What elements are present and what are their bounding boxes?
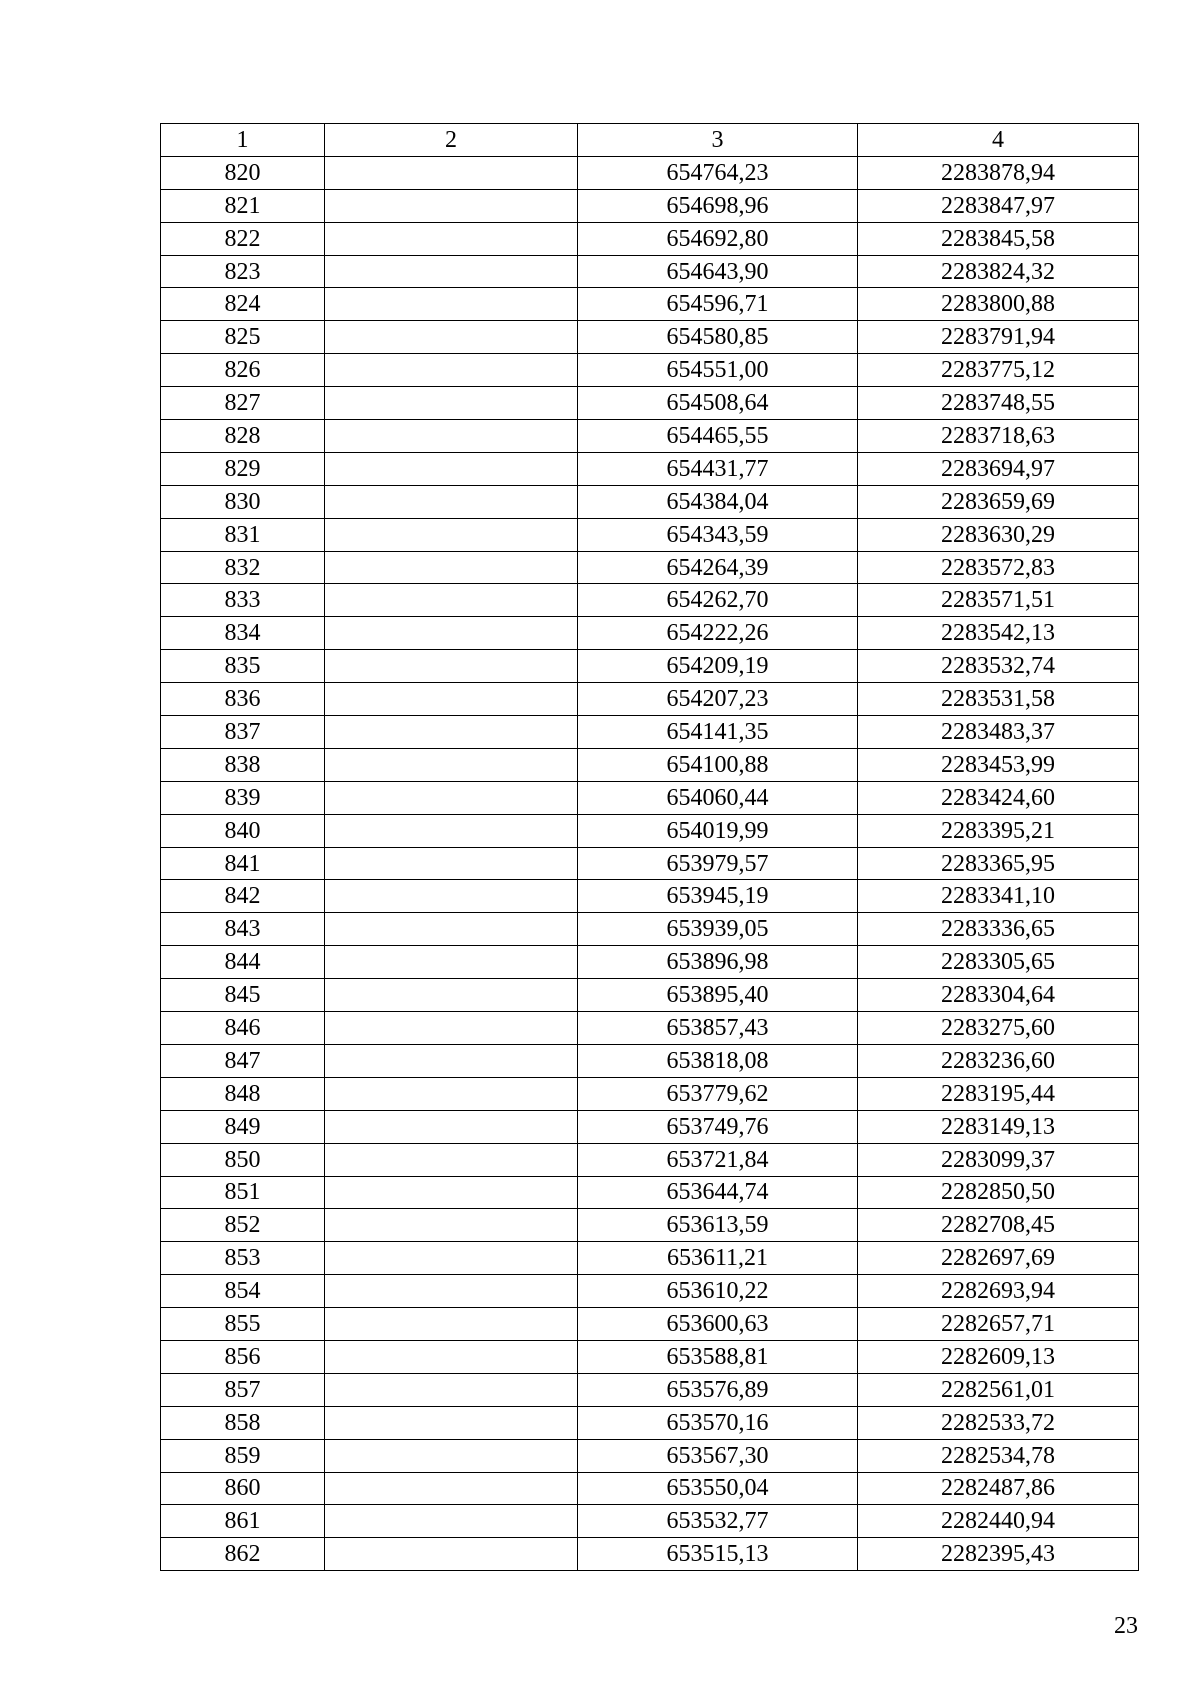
table-cell-col-2 [325, 518, 578, 551]
table-cell-col-1: 859 [161, 1439, 325, 1472]
table-cell-col-1: 849 [161, 1110, 325, 1143]
table-cell-col-1: 820 [161, 156, 325, 189]
table-row [161, 1439, 1139, 1472]
table-cell-col-4: 2283395,21 [858, 814, 1139, 847]
table-cell-col-1: 832 [161, 551, 325, 584]
table-cell-col-4: 2283847,97 [858, 189, 1139, 222]
table-cell-col-1: 839 [161, 781, 325, 814]
table-cell-col-3: 654596,71 [578, 288, 858, 321]
table-row [161, 1176, 1139, 1209]
table-cell-col-4: 2282657,71 [858, 1308, 1139, 1341]
table-row [161, 584, 1139, 617]
table-cell-col-3: 654222,26 [578, 617, 858, 650]
table-row [161, 1472, 1139, 1505]
table-cell-col-2 [325, 288, 578, 321]
table-cell-col-2 [325, 156, 578, 189]
table-cell-col-4: 2283195,44 [858, 1077, 1139, 1110]
table-row [161, 1044, 1139, 1077]
table-row [161, 1275, 1139, 1308]
header-col-2: 2 [325, 124, 578, 157]
table-cell-col-2 [325, 1373, 578, 1406]
table-cell-col-1: 822 [161, 222, 325, 255]
table-cell-col-4: 2283542,13 [858, 617, 1139, 650]
table-cell-col-3: 653600,63 [578, 1308, 858, 1341]
table-cell-col-4: 2283800,88 [858, 288, 1139, 321]
table-cell-col-1: 862 [161, 1538, 325, 1571]
table-cell-col-1: 850 [161, 1143, 325, 1176]
table-cell-col-1: 824 [161, 288, 325, 321]
table-cell-col-1: 833 [161, 584, 325, 617]
table-cell-col-4: 2283424,60 [858, 781, 1139, 814]
table-cell-col-2 [325, 1012, 578, 1045]
table-cell-col-3: 653857,43 [578, 1012, 858, 1045]
table-body [161, 156, 1139, 1570]
table-cell-col-4: 2283305,65 [858, 946, 1139, 979]
table-cell-col-3: 653611,21 [578, 1242, 858, 1275]
table-cell-col-3: 653613,59 [578, 1209, 858, 1242]
table-row [161, 1505, 1139, 1538]
table-row [161, 551, 1139, 584]
table-row [161, 189, 1139, 222]
table-cell-col-4: 2283791,94 [858, 321, 1139, 354]
table-cell-col-3: 654508,64 [578, 387, 858, 420]
table-row [161, 683, 1139, 716]
table-cell-col-3: 653945,19 [578, 880, 858, 913]
table-cell-col-2 [325, 1242, 578, 1275]
table-cell-col-2 [325, 781, 578, 814]
table-cell-col-2 [325, 255, 578, 288]
header-col-3: 3 [578, 124, 858, 157]
table-cell-col-4: 2282693,94 [858, 1275, 1139, 1308]
table-cell-col-2 [325, 1209, 578, 1242]
table-cell-col-1: 836 [161, 683, 325, 716]
table-row [161, 452, 1139, 485]
table-cell-col-1: 854 [161, 1275, 325, 1308]
coordinates-table [160, 123, 1139, 1571]
table-cell-col-2 [325, 847, 578, 880]
table-cell-col-1: 855 [161, 1308, 325, 1341]
table-cell-col-1: 843 [161, 913, 325, 946]
table-cell-col-3: 653644,74 [578, 1176, 858, 1209]
table-cell-col-4: 2283304,64 [858, 979, 1139, 1012]
table-cell-col-4: 2283236,60 [858, 1044, 1139, 1077]
table-cell-col-3: 653939,05 [578, 913, 858, 946]
table-cell-col-2 [325, 1439, 578, 1472]
table-cell-col-4: 2282697,69 [858, 1242, 1139, 1275]
table-row [161, 1340, 1139, 1373]
table-cell-col-4: 2283532,74 [858, 650, 1139, 683]
table-cell-col-4: 2283572,83 [858, 551, 1139, 584]
table-cell-col-3: 654431,77 [578, 452, 858, 485]
table-cell-col-2 [325, 551, 578, 584]
table-cell-col-2 [325, 1176, 578, 1209]
table-cell-col-4: 2283483,37 [858, 716, 1139, 749]
table-cell-col-1: 858 [161, 1406, 325, 1439]
table-cell-col-1: 825 [161, 321, 325, 354]
table-cell-col-4: 2283336,65 [858, 913, 1139, 946]
table-cell-col-1: 830 [161, 485, 325, 518]
table-cell-col-4: 2283365,95 [858, 847, 1139, 880]
table-row [161, 617, 1139, 650]
table-cell-col-4: 2282609,13 [858, 1340, 1139, 1373]
table-cell-col-1: 821 [161, 189, 325, 222]
table-row [161, 321, 1139, 354]
table-cell-col-1: 834 [161, 617, 325, 650]
table-cell-col-2 [325, 387, 578, 420]
table-cell-col-2 [325, 485, 578, 518]
table-cell-col-3: 654465,55 [578, 420, 858, 453]
table-cell-col-4: 2283630,29 [858, 518, 1139, 551]
table-cell-col-3: 653779,62 [578, 1077, 858, 1110]
table-cell-col-2 [325, 1077, 578, 1110]
table-cell-col-1: 828 [161, 420, 325, 453]
table-cell-col-2 [325, 222, 578, 255]
table-cell-col-4: 2283341,10 [858, 880, 1139, 913]
table-cell-col-3: 653576,89 [578, 1373, 858, 1406]
table-row [161, 650, 1139, 683]
table-row [161, 716, 1139, 749]
table-cell-col-4: 2283718,63 [858, 420, 1139, 453]
table-cell-col-3: 654698,96 [578, 189, 858, 222]
table-cell-col-4: 2282850,50 [858, 1176, 1139, 1209]
table-row [161, 1538, 1139, 1571]
table-cell-col-3: 653567,30 [578, 1439, 858, 1472]
table-row [161, 420, 1139, 453]
table-cell-col-4: 2283659,69 [858, 485, 1139, 518]
table-cell-col-3: 653515,13 [578, 1538, 858, 1571]
table-cell-col-2 [325, 1275, 578, 1308]
table-cell-col-2 [325, 420, 578, 453]
table-cell-col-4: 2283571,51 [858, 584, 1139, 617]
table-cell-col-1: 848 [161, 1077, 325, 1110]
table-cell-col-2 [325, 1538, 578, 1571]
table-cell-col-4: 2283775,12 [858, 354, 1139, 387]
table-cell-col-3: 654141,35 [578, 716, 858, 749]
table-cell-col-4: 2283845,58 [858, 222, 1139, 255]
table-cell-col-4: 2282561,01 [858, 1373, 1139, 1406]
table-cell-col-2 [325, 748, 578, 781]
table-row [161, 255, 1139, 288]
table-cell-col-4: 2282708,45 [858, 1209, 1139, 1242]
table-row [161, 387, 1139, 420]
table-cell-col-1: 856 [161, 1340, 325, 1373]
table-row [161, 518, 1139, 551]
table-cell-col-1: 853 [161, 1242, 325, 1275]
table-cell-col-2 [325, 189, 578, 222]
table-cell-col-2 [325, 1110, 578, 1143]
table-cell-col-4: 2283748,55 [858, 387, 1139, 420]
table-cell-col-3: 654100,88 [578, 748, 858, 781]
table-row [161, 288, 1139, 321]
table-row [161, 946, 1139, 979]
table-row [161, 1209, 1139, 1242]
header-col-1: 1 [161, 124, 325, 157]
table-row [161, 1373, 1139, 1406]
table-cell-col-4: 2283453,99 [858, 748, 1139, 781]
table-cell-col-1: 837 [161, 716, 325, 749]
table-cell-col-2 [325, 946, 578, 979]
table-cell-col-2 [325, 913, 578, 946]
table-row [161, 913, 1139, 946]
table-cell-col-3: 653896,98 [578, 946, 858, 979]
table-cell-col-1: 829 [161, 452, 325, 485]
table-row [161, 814, 1139, 847]
table-cell-col-1: 846 [161, 1012, 325, 1045]
table-cell-col-4: 2283878,94 [858, 156, 1139, 189]
table-cell-col-2 [325, 452, 578, 485]
table-cell-col-2 [325, 1472, 578, 1505]
table-cell-col-1: 842 [161, 880, 325, 913]
table-cell-col-2 [325, 1406, 578, 1439]
table-cell-col-3: 653895,40 [578, 979, 858, 1012]
table-cell-col-2 [325, 1505, 578, 1538]
table-cell-col-1: 840 [161, 814, 325, 847]
table-row [161, 485, 1139, 518]
table-cell-col-3: 654692,80 [578, 222, 858, 255]
table-cell-col-3: 654060,44 [578, 781, 858, 814]
table-cell-col-3: 654551,00 [578, 354, 858, 387]
table-cell-col-2 [325, 1143, 578, 1176]
table-cell-col-3: 653532,77 [578, 1505, 858, 1538]
table-cell-col-1: 827 [161, 387, 325, 420]
table-cell-col-4: 2282533,72 [858, 1406, 1139, 1439]
table-cell-col-1: 841 [161, 847, 325, 880]
table-cell-col-1: 831 [161, 518, 325, 551]
table-cell-col-4: 2283275,60 [858, 1012, 1139, 1045]
header-col-4: 4 [858, 124, 1139, 157]
table-row [161, 880, 1139, 913]
table-row [161, 1143, 1139, 1176]
table-cell-col-1: 838 [161, 748, 325, 781]
table-cell-col-2 [325, 321, 578, 354]
table-cell-col-1: 847 [161, 1044, 325, 1077]
table-row [161, 354, 1139, 387]
table-row [161, 979, 1139, 1012]
table-cell-col-2 [325, 584, 578, 617]
table-cell-col-2 [325, 880, 578, 913]
table-cell-col-4: 2283149,13 [858, 1110, 1139, 1143]
table-row [161, 222, 1139, 255]
table-row [161, 156, 1139, 189]
table-cell-col-1: 845 [161, 979, 325, 1012]
table-cell-col-4: 2283824,32 [858, 255, 1139, 288]
table-cell-col-2 [325, 814, 578, 847]
table-cell-col-1: 860 [161, 1472, 325, 1505]
table-cell-col-3: 654764,23 [578, 156, 858, 189]
table-row [161, 1406, 1139, 1439]
table-cell-col-2 [325, 1340, 578, 1373]
table-cell-col-2 [325, 979, 578, 1012]
table-cell-col-4: 2282440,94 [858, 1505, 1139, 1538]
table-cell-col-2 [325, 354, 578, 387]
table-header-row [161, 124, 1139, 157]
table-row [161, 781, 1139, 814]
table-cell-col-4: 2283099,37 [858, 1143, 1139, 1176]
table-row [161, 748, 1139, 781]
table-row [161, 1308, 1139, 1341]
table-cell-col-2 [325, 683, 578, 716]
table-cell-col-4: 2283694,97 [858, 452, 1139, 485]
table-cell-col-1: 852 [161, 1209, 325, 1242]
table-cell-col-1: 826 [161, 354, 325, 387]
table-cell-col-3: 653721,84 [578, 1143, 858, 1176]
table-cell-col-4: 2282534,78 [858, 1439, 1139, 1472]
table-row [161, 1012, 1139, 1045]
table-cell-col-3: 654384,04 [578, 485, 858, 518]
table-cell-col-3: 654343,59 [578, 518, 858, 551]
table-cell-col-4: 2282395,43 [858, 1538, 1139, 1571]
table-cell-col-1: 857 [161, 1373, 325, 1406]
table-cell-col-3: 653570,16 [578, 1406, 858, 1439]
table-cell-col-3: 653979,57 [578, 847, 858, 880]
table-cell-col-4: 2282487,86 [858, 1472, 1139, 1505]
table-cell-col-2 [325, 650, 578, 683]
table-row [161, 1242, 1139, 1275]
table-header [161, 124, 1139, 157]
table-cell-col-3: 653550,04 [578, 1472, 858, 1505]
table-cell-col-3: 654643,90 [578, 255, 858, 288]
table-row [161, 1110, 1139, 1143]
table-cell-col-1: 835 [161, 650, 325, 683]
table-cell-col-2 [325, 716, 578, 749]
table-cell-col-3: 654262,70 [578, 584, 858, 617]
table-row [161, 847, 1139, 880]
table-cell-col-3: 654019,99 [578, 814, 858, 847]
table-cell-col-3: 654580,85 [578, 321, 858, 354]
table-row [161, 1077, 1139, 1110]
table-cell-col-2 [325, 1308, 578, 1341]
table-cell-col-3: 653749,76 [578, 1110, 858, 1143]
table-cell-col-3: 654207,23 [578, 683, 858, 716]
table-cell-col-1: 851 [161, 1176, 325, 1209]
table-cell-col-2 [325, 617, 578, 650]
table-cell-col-2 [325, 1044, 578, 1077]
table-cell-col-3: 654209,19 [578, 650, 858, 683]
table-cell-col-1: 861 [161, 1505, 325, 1538]
table-cell-col-3: 653610,22 [578, 1275, 858, 1308]
table-cell-col-4: 2283531,58 [858, 683, 1139, 716]
table-cell-col-3: 653588,81 [578, 1340, 858, 1373]
table-cell-col-3: 653818,08 [578, 1044, 858, 1077]
page-number: 23 [1114, 1613, 1138, 1639]
table-cell-col-3: 654264,39 [578, 551, 858, 584]
table-cell-col-1: 823 [161, 255, 325, 288]
table-cell-col-1: 844 [161, 946, 325, 979]
